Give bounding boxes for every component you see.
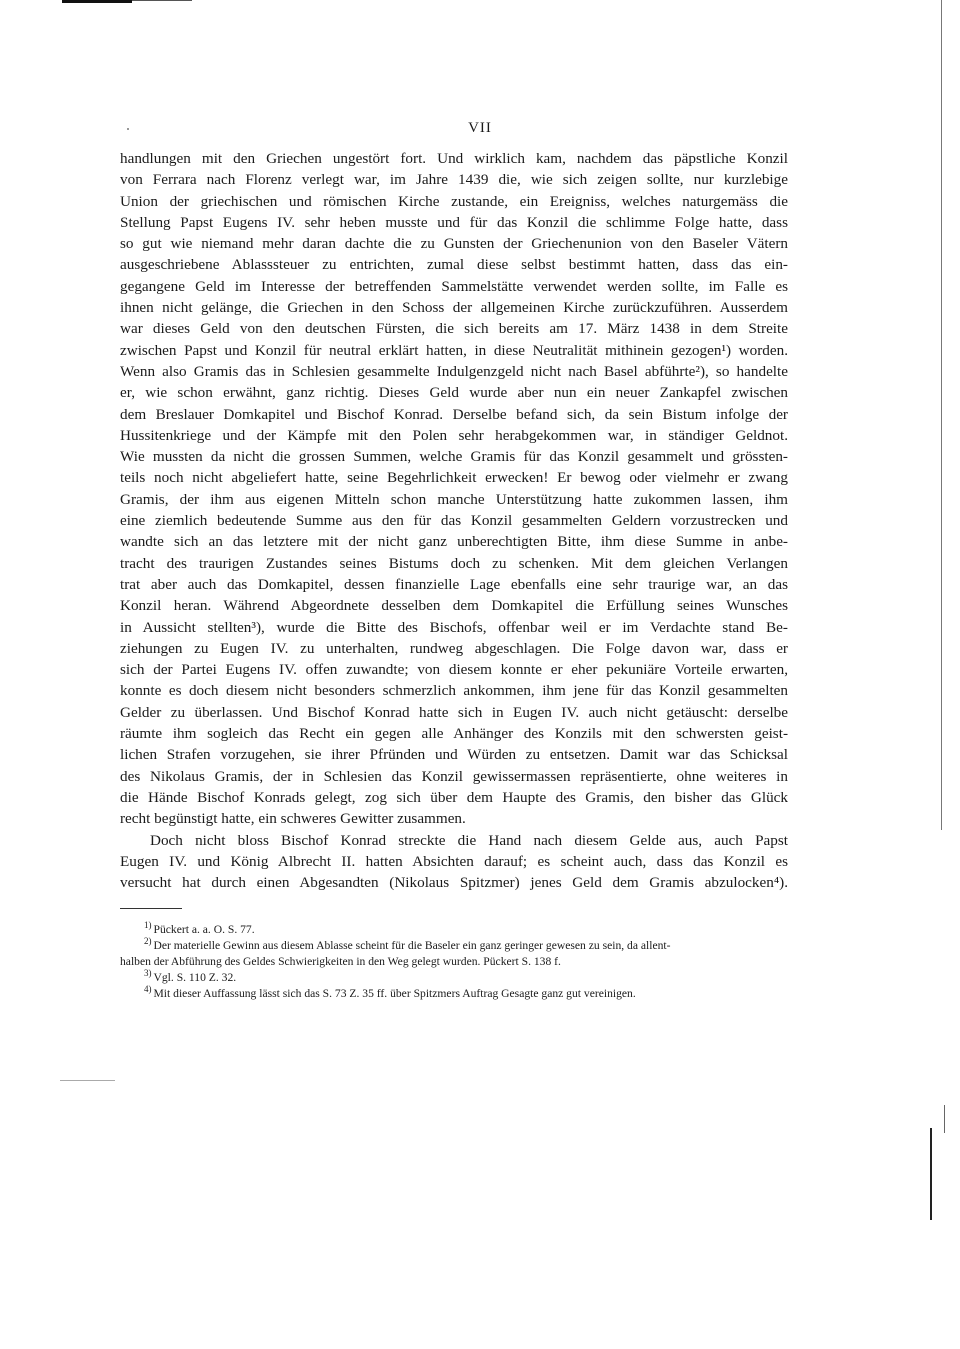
body-line: handlungen mit den Griechen ungestört fort. Und wirklich kam, nachdem das päpstliche Konzil bbox=[120, 150, 788, 167]
footnote-mark: 2) bbox=[144, 936, 152, 947]
scan-edge-mark-thin bbox=[132, 0, 192, 1]
footnote-text: Der materielle Gewinn aus diesem Ablasse scheint für die Baseler ein ganz geringer gewesen zu sein, da allent- bbox=[153, 939, 671, 952]
body-line: war dieses Geld von den deutschen Fürsten, die sich bereits am 17. März 1438 in dem Streite bbox=[120, 320, 788, 338]
footnote-mark: 3) bbox=[144, 968, 152, 979]
page-number: VII bbox=[468, 120, 492, 136]
body-line: Konzil heran. Während Abgeordnete desselben dem Domkapitel die Erfüllung seines Wunsches bbox=[120, 597, 788, 615]
body-line: recht begünstigt hatte, ein schweres Gewitter zusammen. bbox=[120, 810, 466, 828]
body-line: versucht hat durch einen Abgesandten (Nikolaus Spitzmer) jenes Geld dem Gramis abzulocken⁴). bbox=[120, 874, 788, 892]
body-line: Hussitenkriege und der Kämpfe mit den Polen sehr herabgekommen war, in ständiger Geldnot. bbox=[120, 426, 788, 444]
body-line: eine ziemlich bedeutende Summe aus den für das Konzil gesammelten Geldern vorzustrecken und bbox=[120, 512, 788, 530]
body-line: wandte sich an das letztere mit der nicht ganz unberechtigten Bitte, ihm diese Summe in anbe- bbox=[120, 533, 788, 551]
footnote-mark: 4) bbox=[144, 984, 152, 995]
body-line: sich der Partei Eugens IV. offen zuwandte; von diesem konnte er eher pekuniäre Vorteile erwarten, bbox=[120, 661, 788, 679]
body-line: ausgeschriebene Ablasssteuer zu entrichten, zumal diese selbst bestimmt hatten, dass das ein- bbox=[120, 256, 788, 274]
body-line: von Ferrara nach Florenz verlegt war, im Jahre 1439 die, wie sich zeigen sollte, nur kurzlebige bbox=[120, 171, 788, 189]
footnote-continuation bbox=[120, 954, 788, 970]
body-line: er, wie schon erwähnt, ganz richtig. Dieses Geld wurde aber nun ein neuer Zankapfel zwischen bbox=[120, 384, 788, 402]
body-line: in Aussicht stellten³), wurde die Bitte des Bischofs, offenbar weil er im Verdachte stand Be- bbox=[120, 618, 788, 636]
footnote-text: Pückert a. a. O. S. 77. bbox=[153, 923, 255, 936]
body-line: Wie mussten da nicht die grossen Summen, welche Gramis für das Konzil gesammelt und grössten- bbox=[120, 448, 788, 466]
body-line: dem Breslauer Domkapitel und Bischof Konrad. Derselbe befand sich, da sein Bistum infolge der bbox=[120, 405, 788, 423]
footnote-mark: 1) bbox=[144, 920, 152, 931]
body-line: Eugen IV. und König Albrecht II. hatten Absichten darauf; es scheint auch, dass das Konzil es bbox=[120, 852, 788, 870]
footnotes bbox=[120, 922, 788, 1002]
footnote-text: Mit dieser Auffassung lässt sich das S. 73 Z. 35 ff. über Spitzmers Auftrag Gesagte ganz gut vereinigen. bbox=[153, 987, 636, 1000]
footnote bbox=[120, 986, 788, 1002]
body-line: Wenn also Gramis das in Schlesien gesammelte Indulgenzgeld nicht nach Basel abführte²), so handelte bbox=[120, 362, 788, 380]
body-text bbox=[120, 148, 788, 893]
body-line: ziehungen zu Eugen IV. zu unterhalten, rundweg abgeschlagen. Die Folge davon war, dass er bbox=[120, 639, 788, 657]
scan-edge-mark bbox=[62, 0, 132, 3]
scan-left-rule bbox=[60, 1080, 115, 1081]
footnote bbox=[120, 938, 788, 954]
scan-right-edge-tick bbox=[944, 1105, 945, 1133]
body-line: teils noch nicht abgeliefert hatte, seine Begehrlichkeit erwecken! Er bewog oder vielmehr er zwang bbox=[120, 469, 788, 487]
body-line: Gelder zu überlassen. Und Bischof Konrad hatte sich in Eugen IV. auch nicht getäuscht: derselbe bbox=[120, 703, 788, 721]
body-line: lichen Strafen vorzugehen, sie ihrer Pfründen und Würden zu entsetzen. Damit war das Schicksal bbox=[120, 746, 788, 764]
body-line: trat aber auch das Domkapitel, dessen finanzielle Lage ebenfalls eine sehr traurige war, an das bbox=[120, 575, 788, 593]
body-line: Doch nicht bloss Bischof Konrad streckte die Hand nach diesem Gelde aus, auch Papst bbox=[150, 831, 788, 849]
footnote-text: halben der Abführung des Geldes Schwierigkeiten in den Weg gelegt wurden. Pückert S. 138 f. bbox=[120, 955, 561, 968]
body-line: ihnen nicht gelänge, die Griechen in den Schoss der allgemeinen Kirche zurückzuführen. Ausserdem bbox=[120, 299, 788, 317]
footnote-separator bbox=[120, 908, 182, 909]
body-line: Union der griechischen und römischen Kirche zustande, ein Ereigniss, welches naturgemäss die bbox=[120, 192, 788, 210]
body-line: zwischen Papst und Konzil für neutral erklärt hatten, in diese Neutralität mithinein gezogen¹) worden. bbox=[120, 341, 788, 359]
body-line: so gut wie niemand mehr daran dachte die zu Gunsten der Griechenunion von den Baseler Vätern bbox=[120, 235, 788, 253]
body-line: räumte ihm sogleich das Recht ein gegen alle Anhänger des Konzils mit den schwersten geist- bbox=[120, 725, 788, 743]
footnote bbox=[120, 922, 788, 938]
body-line: konnte es doch diesem nicht besonders schmerzlich ankommen, ihm jene für das Konzil gesammelten bbox=[120, 682, 788, 700]
scan-right-edge-bar bbox=[930, 1128, 932, 1220]
body-line: die Hände Bischof Konrads gelegt, zog sich über dem Haupte des Gramis, den bisher das Glück bbox=[120, 788, 788, 806]
body-line: gegangene Geld im Interesse der betreffenden Sammelstätte verwendet werden sollte, im Falle es bbox=[120, 277, 788, 295]
footnote-text: Vgl. S. 110 Z. 32. bbox=[153, 971, 237, 984]
footnote bbox=[120, 970, 788, 986]
body-line: Gramis, der ihm aus eigenen Mitteln schon manche Unterstützung hatte zukommen lassen, ihm bbox=[120, 490, 788, 508]
body-line: des Nikolaus Gramis, der in Schlesien das Konzil gewissermassen repräsentierte, ohne weiteres in bbox=[120, 767, 788, 785]
body-line: tracht des traurigen Zustandes seines Bistums doch zu schenken. Mit dem gleichen Verlangen bbox=[120, 554, 788, 572]
body-line: Stellung Papst Eugens IV. sehr heben musste und für das Konzil die schlimme Folge hatte, dass bbox=[120, 213, 788, 231]
